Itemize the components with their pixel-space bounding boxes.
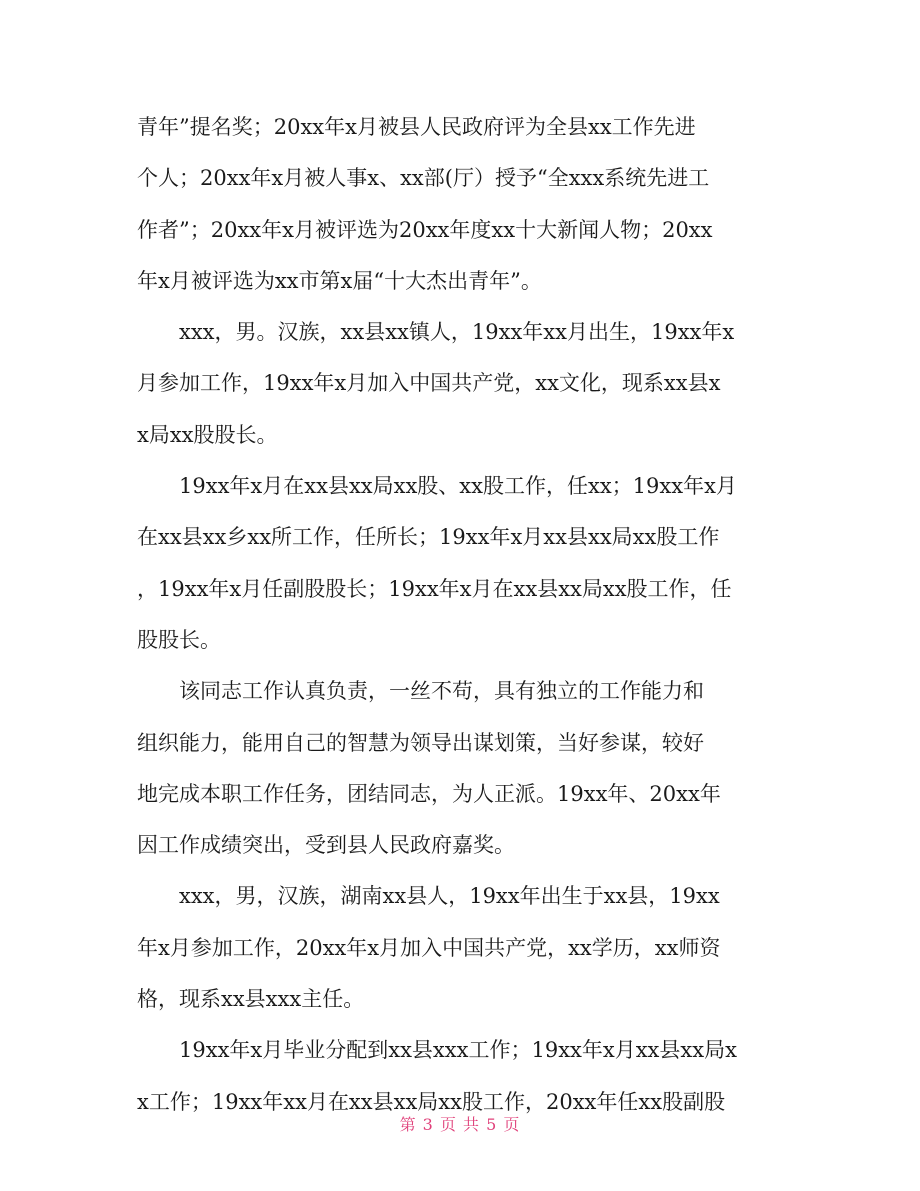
document-body	[137, 102, 787, 1128]
paragraph-start-line: xxx，男，汉族，湖南xx县人，19xx年出生于xx县，19xx	[179, 884, 720, 909]
text-line: 月参加工作，19xx年x月加入中国共产党，xx文化，现系xx县x	[137, 371, 721, 396]
page-number-footer: 第 3 页 共 5 页	[399, 1115, 521, 1134]
text-line: 青年”提名奖；20xx年x月被县人民政府评为全县xx工作先进	[137, 115, 696, 139]
paragraph-start-line: 该同志工作认真负责，一丝不苟，具有独立的工作能力和	[179, 679, 704, 704]
text-line: 股股长。	[137, 627, 221, 652]
text-line: 组织能力，能用自己的智慧为领导出谋划策，当好参谋，较好	[137, 730, 704, 755]
text-line: ，19xx年x月任副股股长；19xx年x月在xx县xx局xx股工作，任	[137, 576, 732, 601]
text-line: 个人；20xx年x月被人事x、xx部(厅）授予“全xxx系统先进工	[137, 166, 710, 191]
text-line: 因工作成绩突出，受到县人民政府嘉奖。	[137, 833, 515, 858]
text-line: 格，现系xx县xxx主任。	[137, 987, 365, 1012]
text-line: x工作；19xx年xx月在xx县xx局xx股工作，20xx年任xx股副股	[137, 1089, 726, 1114]
text-line: 年x月被评选为xx市第x届“十大杰出青年”。	[137, 268, 542, 293]
text-line: 年x月参加工作，20xx年x月加入中国共产党，xx学历，xx师资	[137, 935, 721, 960]
text-line: 在xx县xx乡xx所工作，任所长；19xx年x月xx县xx局xx股工作	[137, 525, 720, 550]
text-line: x局xx股股长。	[137, 422, 278, 447]
paragraph-start-line: xxx，男。汉族，xx县xx镇人，19xx年xx月出生，19xx年x	[179, 320, 735, 345]
text-line: 地完成本职工作任务，团结同志，为人正派。19xx年、20xx年	[137, 781, 721, 806]
paragraph-start-line: 19xx年x月在xx县xx局xx股、xx股工作，任xx；19xx年x月	[179, 474, 737, 499]
text-line: 作者”；20xx年x月被评选为20xx年度xx十大新闻人物；20xx	[137, 217, 713, 242]
paragraph-start-line: 19xx年x月毕业分配到xx县xxx工作；19xx年x月xx县xx局x	[179, 1038, 737, 1063]
